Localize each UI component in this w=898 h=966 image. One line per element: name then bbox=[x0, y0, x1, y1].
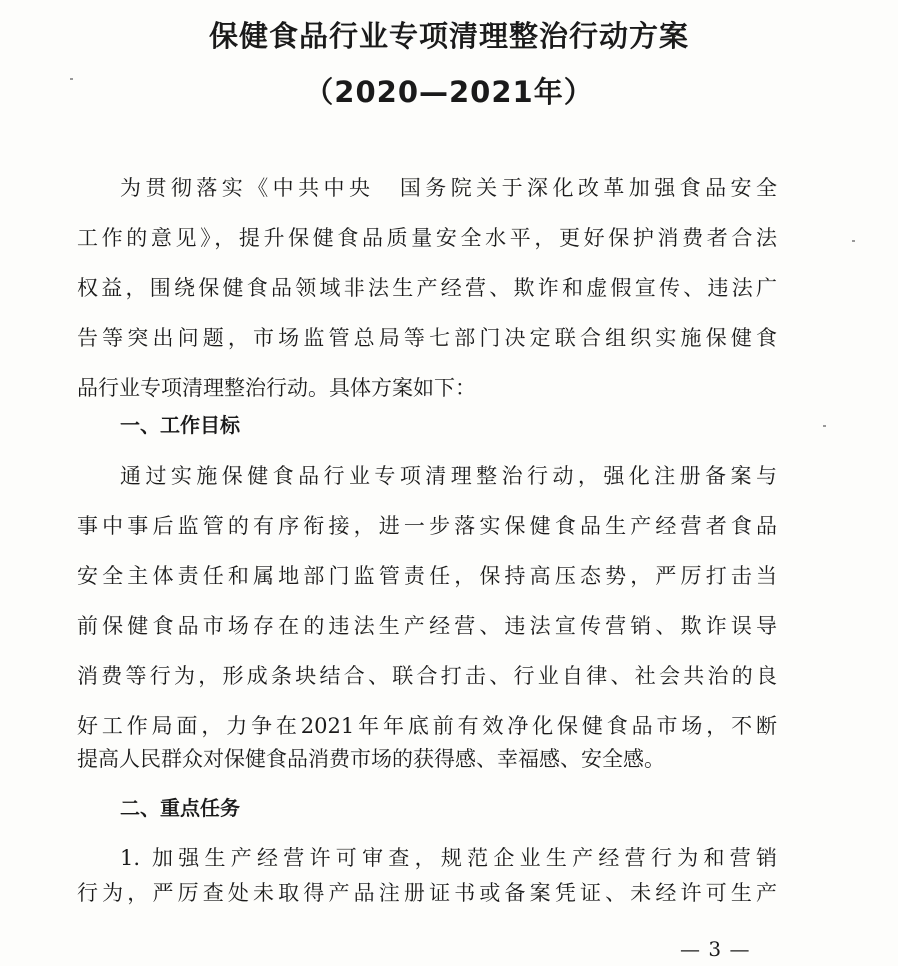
intro-line: 告等突出问题，市场监管总局等七部门决定联合组织实施保健食 bbox=[77, 326, 777, 350]
scan-speck bbox=[852, 240, 855, 242]
page-number: — 3 — bbox=[680, 937, 751, 961]
intro-line: 权益，围绕保健食品领域非法生产经营、欺诈和虚假宣传、违法广 bbox=[77, 276, 777, 300]
goals-line: 提高人民群众对保健食品消费市场的获得感、幸福感、安全感。 bbox=[77, 747, 665, 771]
document-subtitle-years: （2020—2021年） bbox=[304, 75, 594, 109]
section-heading-goals: 一、工作目标 bbox=[120, 413, 240, 437]
intro-line: 品行业专项清理整治行动。具体方案如下： bbox=[77, 376, 476, 400]
goals-line: 通过实施保健食品行业专项清理整治行动，强化注册备案与 bbox=[120, 464, 777, 488]
tasks-line: 行为，严厉查处未取得产品注册证书或备案凭证、未经许可生产 bbox=[77, 881, 777, 905]
document-title: 保健食品行业专项清理整治行动方案 bbox=[208, 19, 689, 53]
goals-line: 好工作局面，力争在2021年年底前有效净化保健食品市场，不断 bbox=[77, 714, 777, 738]
tasks-line: 1. 加强生产经营许可审查，规范企业生产经营行为和营销 bbox=[120, 846, 777, 870]
intro-line: 为贯彻落实《中共中央 国务院关于深化改革加强食品安全 bbox=[120, 176, 777, 200]
scan-speck bbox=[823, 425, 826, 427]
goals-line: 前保健食品市场存在的违法生产经营、违法宣传营销、欺诈误导 bbox=[77, 614, 777, 638]
goals-line: 消费等行为，形成条块结合、联合打击、行业自律、社会共治的良 bbox=[77, 664, 777, 688]
scan-speck bbox=[70, 78, 73, 80]
intro-line: 工作的意见》，提升保健食品质量安全水平，更好保护消费者合法 bbox=[77, 226, 777, 250]
goals-line: 安全主体责任和属地部门监管责任，保持高压态势，严厉打击当 bbox=[77, 564, 777, 588]
goals-line: 事中事后监管的有序衔接，进一步落实保健食品生产经营者食品 bbox=[77, 514, 777, 538]
section-heading-tasks: 二、重点任务 bbox=[120, 796, 240, 820]
